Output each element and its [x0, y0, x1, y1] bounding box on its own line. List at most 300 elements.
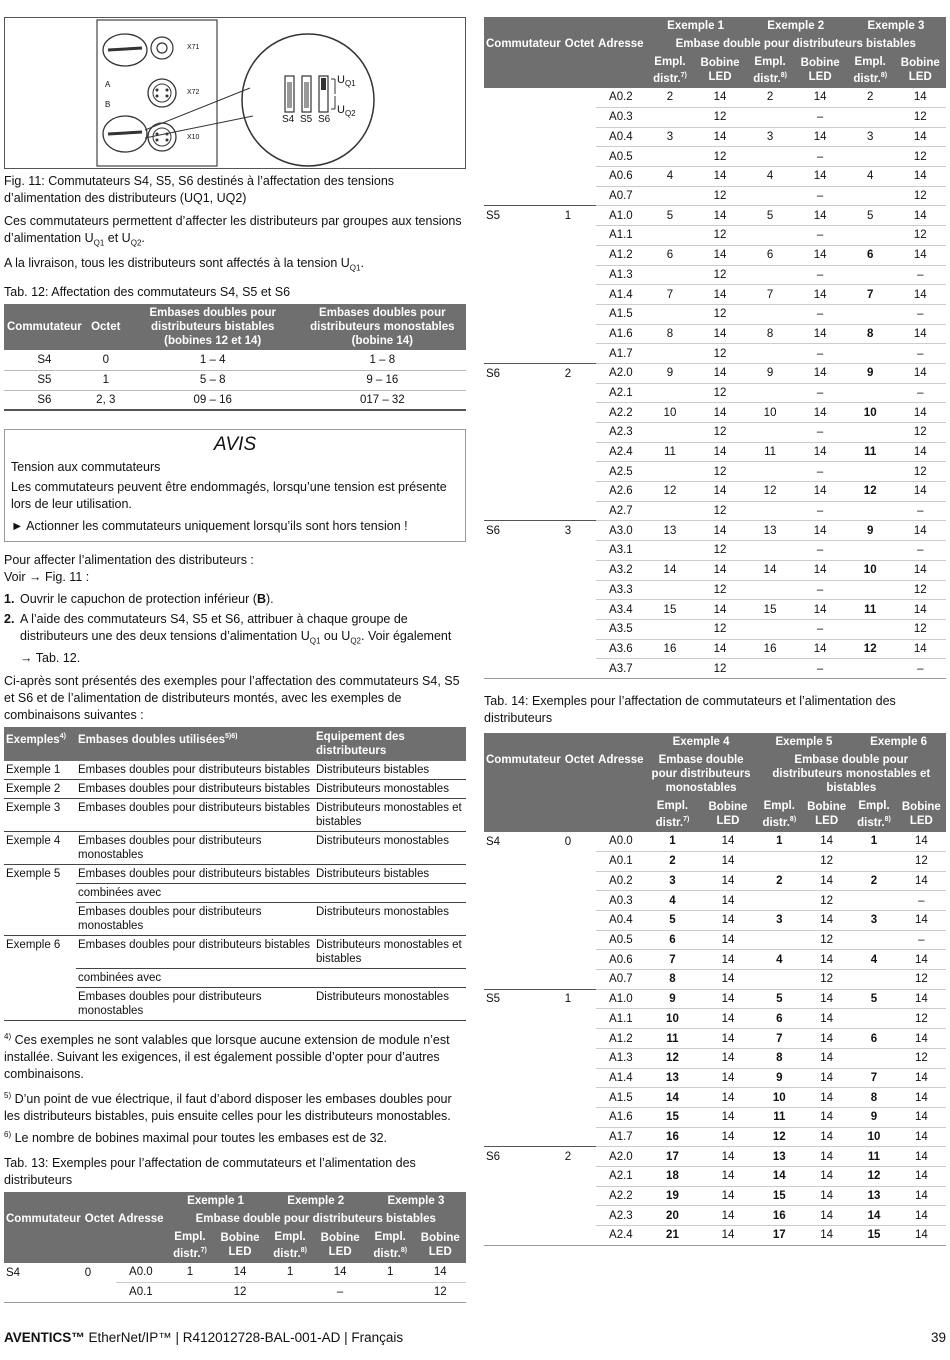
table-cell: 4 — [746, 167, 795, 187]
notice-text: Les commutateurs peuvent être endommagés, lorsqu’une tension est présente lors de leur utilisation. — [11, 480, 447, 511]
table-cell — [266, 1282, 315, 1302]
table-cell — [484, 930, 563, 950]
table-cell: 9 — [746, 363, 795, 383]
table-cell: 14 — [895, 324, 946, 344]
table-cell: 13 — [746, 521, 795, 541]
table-cell — [846, 383, 895, 403]
label-uq1: $U_{Q1}$ — [337, 74, 356, 89]
table-cell — [563, 950, 596, 970]
table-cell — [563, 970, 596, 990]
table-cell: 6 — [846, 245, 895, 265]
table-cell: 12 — [694, 344, 745, 364]
table-cell — [563, 1068, 596, 1088]
table-cell: A0.5 — [596, 930, 645, 950]
table-cell: 14 — [895, 285, 946, 305]
table-cell: 11 — [646, 1029, 700, 1049]
table-cell: 14 — [694, 324, 745, 344]
table-cell: 16 — [746, 639, 795, 659]
page-footer — [4, 1330, 946, 1345]
table-cell — [484, 851, 563, 871]
table-cell: 14 — [694, 600, 745, 620]
tab13b-row — [484, 580, 946, 600]
table-cell: 14 — [694, 560, 745, 580]
label-x72: X72 — [187, 89, 200, 96]
table-cell: 14 — [802, 1029, 851, 1049]
table-cell — [484, 1127, 563, 1147]
table-cell: 14 — [802, 871, 851, 891]
table-cell: – — [897, 930, 946, 950]
table-cell — [846, 108, 895, 128]
table-cell — [846, 344, 895, 364]
table-cell — [563, 344, 596, 364]
switches-diagram-icon — [5, 18, 465, 168]
table-cell: 12 — [897, 1048, 946, 1068]
table-cell: 14 — [694, 639, 745, 659]
table-cell — [484, 950, 563, 970]
paragraph-switches: Ces commutateurs permettent d’affecter les distributeurs par groupes aux tensions d’alimentation $U_{Q1}$ et $U_{Q2}$. — [4, 214, 462, 248]
table-cell: 9 — [846, 363, 895, 383]
table-cell: 14 — [794, 167, 845, 187]
table-cell: A1.5 — [596, 304, 645, 324]
step-2: 2. A l’aide des commutateurs S4, S5 et S6, attribuer à chaque groupe de distributeurs une des deux tensions d’alimentation $U_{Q1}$ ou $U_{Q2}$. Voir également → Tab. 12. — [4, 612, 452, 665]
table-cell: Exemple 3 — [4, 798, 76, 831]
table-cell: 14 — [699, 989, 756, 1009]
tab13b-row — [484, 88, 946, 108]
figure-caption: Fig. 11: Commutateurs S4, S5, S6 destinés à l’affectation des tensions d’alimentation des distributeurs (UQ1, UQ2) — [4, 174, 395, 205]
table-cell — [484, 1009, 563, 1029]
table-cell: 10 — [846, 403, 895, 423]
tab13b-col-octet: Octet — [563, 35, 596, 88]
tab12-row — [4, 390, 466, 410]
tab14-span56: Embase double pour distributeurs monostables et bistables — [757, 751, 946, 797]
table-cell: 14 — [895, 245, 946, 265]
tab14-row — [484, 1009, 946, 1029]
table-cell — [746, 147, 795, 167]
table-cell: 15 — [646, 1107, 700, 1127]
table-cell: 14 — [897, 1206, 946, 1226]
table-cell: 14 — [794, 324, 845, 344]
table-cell: 14 — [897, 950, 946, 970]
table-cell: A2.3 — [596, 1206, 645, 1226]
table-cell: Embases doubles pour distributeurs monostables — [76, 987, 314, 1020]
table-cell: A3.7 — [596, 659, 645, 679]
table-cell: 13 — [646, 521, 695, 541]
table-cell: A0.2 — [596, 88, 645, 108]
table-cell: 14 — [699, 871, 756, 891]
table-cell — [4, 968, 76, 987]
table-cell — [563, 1226, 596, 1246]
table-cell — [484, 560, 563, 580]
table-cell: 14 — [699, 1226, 756, 1246]
table-cell: Distributeurs monostables — [314, 902, 466, 935]
table-cell: A2.7 — [596, 501, 645, 521]
table-cell: Embases doubles pour distributeurs monostables — [76, 831, 314, 864]
table-cell: S6 — [484, 1147, 563, 1167]
table-cell: A0.6 — [596, 950, 645, 970]
table-cell: 2 — [646, 851, 700, 871]
table-cell: 15 — [746, 600, 795, 620]
table-cell: 6 — [851, 1029, 896, 1049]
table-cell: 14 — [802, 1048, 851, 1068]
table-cell — [484, 911, 563, 931]
label-s5: S5 — [300, 114, 313, 125]
tab14-row — [484, 1107, 946, 1127]
table-cell: A1.3 — [596, 265, 645, 285]
table-cell: 14 — [897, 1166, 946, 1186]
table-cell — [646, 108, 695, 128]
label-b: B — [105, 100, 111, 109]
table-cell — [746, 265, 795, 285]
table-cell: 14 — [699, 1068, 756, 1088]
table-cell: A0.7 — [596, 186, 645, 206]
tab13-col-adr: Adresse — [116, 1210, 165, 1263]
table-cell: 14 — [802, 1147, 851, 1167]
table-cell — [846, 265, 895, 285]
table-cell: A0.2 — [596, 871, 645, 891]
table-cell: 14 — [646, 1088, 700, 1108]
table-cell: 0 — [84, 1266, 92, 1279]
table-cell — [484, 226, 563, 246]
tab13b-row — [484, 324, 946, 344]
table-cell — [563, 127, 596, 147]
table-cell — [746, 226, 795, 246]
table-cell: A2.1 — [596, 1166, 645, 1186]
table-cell: 12 — [694, 147, 745, 167]
table-cell — [646, 423, 695, 443]
intro-line-1: Pour affecter l’alimentation des distributeurs : — [4, 553, 254, 567]
table-cell: A3.5 — [596, 619, 645, 639]
table-cell — [646, 619, 695, 639]
table-cell: 3 — [646, 871, 700, 891]
table-cell: 12 — [694, 541, 745, 561]
tab13b-ex2: Exemple 2 — [746, 17, 846, 35]
table-cell: A0.7 — [596, 970, 645, 990]
table-cell — [563, 619, 596, 639]
tab13b-row — [484, 619, 946, 639]
table-cell: 14 — [802, 911, 851, 931]
table-cell: 14 — [694, 482, 745, 502]
tab14-row — [484, 1206, 946, 1226]
table-cell: 12 — [415, 1282, 466, 1302]
table-cell: Embases doubles pour distributeurs bistables — [76, 779, 314, 798]
table-cell: 14 — [802, 1068, 851, 1088]
tab12-row — [4, 370, 466, 390]
table-cell — [757, 970, 802, 990]
table-cell — [851, 891, 896, 911]
table-cell — [746, 423, 795, 443]
tab13b-row — [484, 186, 946, 206]
tab12-title: Tab. 12: Affectation des commutateurs S4, S5 et S6 — [4, 285, 291, 299]
table-cell: 14 — [694, 127, 745, 147]
table-cell: A0.5 — [596, 147, 645, 167]
steps-list — [4, 591, 466, 667]
table-cell: 14 — [895, 560, 946, 580]
table-cell: 5 — [757, 989, 802, 1009]
table-cell — [846, 580, 895, 600]
table-cell: 5 — [846, 206, 895, 226]
table-cell — [563, 285, 596, 305]
tab13b-ex3: Exemple 3 — [846, 17, 946, 35]
table-cell: 14 — [794, 442, 845, 462]
table-cell — [746, 108, 795, 128]
table-cell — [563, 541, 596, 561]
table-cell: 14 — [897, 832, 946, 852]
table-cell: 5 — [646, 206, 695, 226]
table-cell: 12 — [694, 186, 745, 206]
examples-row — [4, 968, 466, 987]
table-cell: 14 — [802, 950, 851, 970]
table-cell: 14 — [646, 560, 695, 580]
table-cell: Embases doubles pour distributeurs bistables — [76, 798, 314, 831]
table-cell: 12 — [802, 891, 851, 911]
table-cell: combinées avec — [76, 968, 314, 987]
table-cell: 14 — [895, 442, 946, 462]
table-cell: 0 — [564, 835, 572, 848]
table-cell: 16 — [646, 1127, 700, 1147]
table-cell: 12 — [694, 501, 745, 521]
tab13-ex3: Exemple 3 — [366, 1192, 466, 1210]
table-cell — [484, 186, 563, 206]
table-cell: Exemple 4 — [4, 831, 76, 864]
table-cell: 12 — [895, 423, 946, 443]
table-cell: 12 — [694, 304, 745, 324]
table-cell: 0 — [85, 350, 127, 370]
table-cell: A3.6 — [596, 639, 645, 659]
paragraph-examples-intro: Ci-après sont présentés des exemples pour l’affectation des commutateurs S4, S5 et S6 et de l’alimentation de distributeurs montés, avec les exemples de combinaisons suivantes : — [4, 673, 460, 722]
examples-row — [4, 831, 466, 864]
table-cell — [646, 265, 695, 285]
table-cell: 14 — [699, 1088, 756, 1108]
table-cell — [563, 560, 596, 580]
table-cell: 7 — [846, 285, 895, 305]
table-cell: – — [794, 226, 845, 246]
table-cell — [851, 1009, 896, 1029]
tab12-row — [4, 350, 466, 370]
table-cell: – — [794, 304, 845, 324]
table-cell: A1.7 — [596, 344, 645, 364]
table-cell: 12 — [646, 1048, 700, 1068]
table-cell — [484, 482, 563, 502]
table-cell: 5 — [746, 206, 795, 226]
table-cell — [563, 442, 596, 462]
tab13b-row — [484, 423, 946, 443]
table-cell: 1 — [85, 370, 127, 390]
table-cell — [563, 147, 596, 167]
table-cell: 14 — [214, 1263, 265, 1283]
table-cell — [314, 883, 466, 902]
table-cell: 14 — [699, 1009, 756, 1029]
table-cell: 14 — [802, 1127, 851, 1147]
examples-table — [4, 727, 466, 1021]
table-cell — [563, 482, 596, 502]
table-cell: 14 — [851, 1206, 896, 1226]
tab14-row — [484, 930, 946, 950]
table-cell: 1 — [757, 832, 802, 852]
notice-title: Tension aux commutateurs — [11, 460, 161, 474]
table-cell — [563, 580, 596, 600]
table-cell: A0.1 — [116, 1282, 165, 1302]
table-cell — [646, 186, 695, 206]
table-cell: 2 — [563, 363, 596, 383]
left-column — [4, 17, 466, 1303]
table-cell: 017 – 32 — [299, 390, 466, 410]
table-cell: 12 — [895, 226, 946, 246]
table-cell: 4 — [846, 167, 895, 187]
table-cell: 12 — [694, 265, 745, 285]
table-cell: 12 — [802, 851, 851, 871]
table-cell: 14 — [897, 1088, 946, 1108]
table-cell: 14 — [895, 403, 946, 423]
notice-heading: AVIS — [213, 434, 257, 455]
tab13b-row — [484, 167, 946, 187]
table-cell: 1 — [166, 1263, 215, 1283]
table-cell — [746, 344, 795, 364]
tab14-table — [484, 733, 946, 1246]
tab13-col-comm: Commutateur — [4, 1210, 83, 1263]
table-cell: 12 — [694, 462, 745, 482]
tab13b-row — [484, 265, 946, 285]
table-cell: 2 — [563, 1147, 596, 1167]
tab13b-row — [484, 501, 946, 521]
tab14-bob: Bobine LED — [897, 797, 946, 832]
table-cell: S5 — [484, 206, 563, 226]
table-cell: 11 — [746, 442, 795, 462]
table-cell: 14 — [897, 1226, 946, 1246]
tab13-table — [4, 1192, 466, 1303]
table-cell: S4 — [486, 835, 501, 848]
table-cell: 3 — [646, 127, 695, 147]
table-cell: 14 — [895, 127, 946, 147]
tab13b-row — [484, 108, 946, 128]
tab13b-row — [484, 226, 946, 246]
table-cell — [746, 383, 795, 403]
table-cell: 14 — [802, 1186, 851, 1206]
tab13b-span: Embase double pour distributeurs bistables — [646, 35, 946, 53]
table-cell — [484, 245, 563, 265]
table-cell: 11 — [851, 1147, 896, 1167]
tab14-row — [484, 1166, 946, 1186]
table-cell: 12 — [802, 930, 851, 950]
table-cell: Exemple 1 — [4, 761, 76, 780]
table-cell: 12 — [694, 580, 745, 600]
table-cell: – — [794, 147, 845, 167]
intro-line-2: Voir → Fig. 11 : — [4, 570, 90, 584]
table-cell: 14 — [802, 1107, 851, 1127]
table-cell: 1 – 4 — [127, 350, 299, 370]
tab14-row — [484, 970, 946, 990]
table-cell: 14 — [794, 206, 845, 226]
table-cell: 12 — [694, 108, 745, 128]
table-cell: – — [794, 659, 845, 679]
table-cell — [484, 891, 563, 911]
table-cell: A0.3 — [596, 108, 645, 128]
table-cell — [484, 1226, 563, 1246]
table-cell — [484, 619, 563, 639]
tab13b-row — [484, 442, 946, 462]
table-cell: S6 — [4, 390, 85, 410]
table-cell: A1.1 — [596, 226, 645, 246]
table-cell: 2, 3 — [85, 390, 127, 410]
table-cell — [484, 304, 563, 324]
tab13b-ex1: Exemple 1 — [646, 17, 746, 35]
tab13b-row — [484, 383, 946, 403]
table-cell: 20 — [646, 1206, 700, 1226]
tab13b-row — [484, 462, 946, 482]
tab13b-empl: Empl. distr.$^{7)}$ — [646, 53, 695, 88]
table-cell: 09 – 16 — [127, 390, 299, 410]
table-cell: 18 — [646, 1166, 700, 1186]
table-cell — [484, 147, 563, 167]
table-cell: 14 — [794, 363, 845, 383]
table-cell — [757, 891, 802, 911]
tab14-row — [484, 891, 946, 911]
table-cell: A1.0 — [596, 989, 645, 1009]
examples-header: Embases doubles utilisées$^{5)6)}$ — [76, 727, 314, 761]
table-cell: – — [794, 462, 845, 482]
table-cell: Embases doubles pour distributeurs bistables — [76, 935, 314, 968]
table-cell: 12 — [694, 226, 745, 246]
footnote-4: $^{4)}$ Ces exemples ne sont valables que lorsque aucune extension de module n’est installée. Suivant les exigences, il est également possible d’opter pour d’autres combinaisons. — [4, 1031, 450, 1081]
table-cell — [484, 423, 563, 443]
table-cell: – — [794, 383, 845, 403]
table-cell — [746, 186, 795, 206]
tab12-header: Octet — [85, 304, 127, 350]
table-cell: 8 — [646, 970, 700, 990]
table-cell: 7 — [746, 285, 795, 305]
table-cell: 10 — [646, 403, 695, 423]
table-cell: 3 — [746, 127, 795, 147]
table-cell: Distributeurs monostables et bistables — [314, 798, 466, 831]
table-cell: 14 — [699, 832, 756, 852]
table-cell: 14 — [802, 1009, 851, 1029]
tab13-empl: Empl. distr.$^{8)}$ — [266, 1228, 315, 1263]
examples-row — [4, 935, 466, 968]
tab14-row — [484, 832, 946, 852]
examples-row — [4, 779, 466, 798]
table-cell: 14 — [699, 851, 756, 871]
table-cell: 4 — [851, 950, 896, 970]
table-cell — [484, 1206, 563, 1226]
table-cell: 16 — [646, 639, 695, 659]
tab13b-row — [484, 147, 946, 167]
table-cell: S6 — [484, 363, 563, 383]
table-cell: 14 — [802, 1166, 851, 1186]
tab14-row — [484, 1029, 946, 1049]
tab13b-col-comm: Commutateur — [484, 35, 563, 88]
table-cell — [851, 970, 896, 990]
table-cell: 9 — [846, 521, 895, 541]
tab13b-bob: Bobine LED — [794, 53, 845, 88]
table-cell — [484, 462, 563, 482]
tab14-ex6: Exemple 6 — [851, 733, 946, 751]
table-cell: – — [794, 541, 845, 561]
table-cell — [563, 1029, 596, 1049]
table-cell — [563, 600, 596, 620]
table-cell — [563, 423, 596, 443]
table-cell — [563, 324, 596, 344]
table-cell — [563, 265, 596, 285]
table-cell: A2.2 — [596, 1186, 645, 1206]
tab14-row — [484, 851, 946, 871]
table-cell: A1.6 — [596, 324, 645, 344]
table-cell — [851, 851, 896, 871]
paragraph-delivery: A la livraison, tous les distributeurs sont affectés à la tension $U_{Q1}$. — [4, 255, 364, 272]
examples-row — [4, 902, 466, 935]
table-cell — [484, 285, 563, 305]
table-cell — [563, 304, 596, 324]
table-cell — [563, 891, 596, 911]
table-cell: 14 — [897, 911, 946, 931]
